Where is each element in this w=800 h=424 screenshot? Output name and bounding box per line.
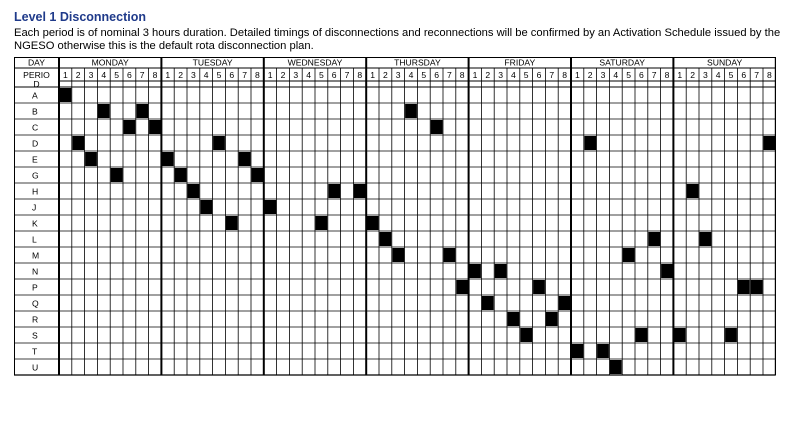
disconnection-cell <box>316 216 328 230</box>
period-number: 3 <box>498 70 503 80</box>
period-number: 4 <box>203 70 209 80</box>
block-label: H <box>32 186 39 197</box>
period-number: 6 <box>536 70 542 80</box>
block-label: E <box>32 154 38 165</box>
day-label: FRIDAY <box>504 57 536 68</box>
period-number: 8 <box>255 70 260 80</box>
period-number: 8 <box>152 70 158 80</box>
period-header: PERIO <box>23 70 50 80</box>
disconnection-cell <box>380 232 392 246</box>
period-number: 7 <box>139 70 145 80</box>
period-number: 4 <box>511 70 516 80</box>
block-label: K <box>32 218 38 229</box>
disconnection-cell <box>213 136 225 150</box>
period-number: 2 <box>383 70 388 80</box>
disconnection-cell <box>764 136 776 150</box>
day-label: THURSDAY <box>394 57 441 68</box>
period-number: 8 <box>562 70 567 80</box>
period-number: 8 <box>767 70 772 80</box>
period-number: 3 <box>600 70 606 80</box>
disconnection-cell <box>392 248 404 262</box>
period-number: 6 <box>741 70 747 80</box>
disconnection-cell <box>674 328 686 342</box>
period-number: 6 <box>127 70 132 80</box>
block-label: R <box>32 314 39 325</box>
disconnection-cell <box>175 168 187 182</box>
disconnection-cell <box>546 312 558 326</box>
disconnection-cell <box>648 232 660 246</box>
block-label: J <box>32 202 37 213</box>
disconnection-cell <box>738 280 750 294</box>
period-number: 5 <box>421 70 427 80</box>
disconnection-cell <box>559 296 571 310</box>
disconnection-cell <box>72 136 84 150</box>
period-number: 7 <box>651 70 657 80</box>
period-number: 4 <box>408 70 414 80</box>
block-label: G <box>32 170 39 181</box>
disconnection-cell <box>456 280 468 294</box>
period-number: 1 <box>575 70 580 80</box>
disconnection-cell <box>572 344 584 358</box>
period-header-wrap: D <box>33 79 40 89</box>
period-number: 7 <box>447 70 452 80</box>
period-number: 1 <box>267 70 273 80</box>
block-label: D <box>32 138 39 149</box>
period-number: 8 <box>357 70 363 80</box>
description-text: Each period is of nominal 3 hours duration. Detailed timings of disconnections and reconnections will be confirmed by an Activation Schedule issued by the NGESO otherwise this is the default rota disconnection plan. <box>14 27 781 52</box>
disconnection-cell <box>508 312 520 326</box>
period-number: 7 <box>549 70 555 80</box>
disconnection-cell <box>597 344 609 358</box>
disconnection-cell <box>469 264 481 278</box>
block-label: U <box>32 362 39 373</box>
period-number: 1 <box>165 70 171 80</box>
disconnection-cell <box>60 88 72 102</box>
block-label: M <box>32 250 40 261</box>
disconnection-cell <box>533 280 545 294</box>
block-label: A <box>32 90 38 101</box>
page-title: Level 1 Disconnection <box>14 10 146 24</box>
period-number: 7 <box>242 70 247 80</box>
disconnection-cell <box>687 184 699 198</box>
block-label: S <box>32 330 38 341</box>
day-label: MONDAY <box>91 57 129 68</box>
disconnection-cell <box>520 328 532 342</box>
period-number: 2 <box>178 70 183 80</box>
disconnection-cell <box>623 248 635 262</box>
disconnection-cell <box>610 360 622 374</box>
block-label: N <box>32 266 39 277</box>
period-number: 2 <box>690 70 695 80</box>
period-number: 4 <box>613 70 619 80</box>
period-number: 5 <box>216 70 222 80</box>
disconnection-cell <box>124 120 136 134</box>
disconnection-cell <box>149 120 161 134</box>
disconnection-cell <box>162 152 174 166</box>
disconnection-cell <box>200 200 212 214</box>
block-label: C <box>32 122 39 133</box>
period-number: 5 <box>728 70 734 80</box>
disconnection-cell <box>405 104 417 118</box>
period-number: 1 <box>370 70 375 80</box>
period-number: 5 <box>114 70 119 80</box>
block-label: B <box>32 106 38 117</box>
disconnection-cell <box>367 216 379 230</box>
disconnection-cell <box>431 120 443 134</box>
day-header: DAY <box>27 57 46 68</box>
period-number: 6 <box>434 70 439 80</box>
period-number: 5 <box>523 70 529 80</box>
period-number: 2 <box>75 70 81 80</box>
disconnection-cell <box>136 104 148 118</box>
rota-disconnection-table <box>14 57 776 391</box>
day-label: TUESDAY <box>192 57 233 68</box>
disconnection-cell <box>239 152 251 166</box>
disconnection-cell <box>226 216 238 230</box>
period-number: 1 <box>63 70 68 80</box>
block-label: T <box>32 346 38 357</box>
period-number: 1 <box>677 70 683 80</box>
disconnection-cell <box>751 280 763 294</box>
period-number: 6 <box>331 70 337 80</box>
disconnection-cell <box>354 184 366 198</box>
disconnection-cell <box>661 264 673 278</box>
period-number: 8 <box>664 70 670 80</box>
period-number: 6 <box>229 70 235 80</box>
day-label: WEDNESDAY <box>287 57 343 68</box>
disconnection-cell <box>188 184 200 198</box>
disconnection-cell <box>444 248 456 262</box>
period-number: 3 <box>191 70 196 80</box>
period-number: 2 <box>485 70 491 80</box>
disconnection-cell <box>725 328 737 342</box>
period-number: 6 <box>639 70 644 80</box>
period-number: 3 <box>703 70 708 80</box>
period-number: 7 <box>344 70 350 80</box>
period-number: 5 <box>626 70 631 80</box>
disconnection-cell <box>264 200 276 214</box>
disconnection-cell <box>328 184 340 198</box>
period-number: 4 <box>101 70 107 80</box>
disconnection-cell <box>700 232 712 246</box>
period-number: 3 <box>88 70 94 80</box>
disconnection-cell <box>584 136 596 150</box>
disconnection-cell <box>98 104 110 118</box>
period-number: 8 <box>459 70 465 80</box>
disconnection-cell <box>495 264 507 278</box>
disconnection-cell <box>636 328 648 342</box>
period-number: 2 <box>280 70 286 80</box>
disconnection-cell <box>482 296 494 310</box>
period-number: 2 <box>587 70 593 80</box>
disconnection-cell <box>85 152 97 166</box>
period-number: 4 <box>715 70 721 80</box>
block-label: P <box>32 282 38 293</box>
period-number: 3 <box>293 70 299 80</box>
block-label: L <box>32 234 37 245</box>
period-number: 4 <box>306 70 311 80</box>
day-label: SUNDAY <box>707 57 743 68</box>
disconnection-cell <box>252 168 264 182</box>
period-number: 3 <box>395 70 401 80</box>
period-number: 7 <box>754 70 759 80</box>
disconnection-cell <box>111 168 123 182</box>
block-label: Q <box>32 298 39 309</box>
period-number: 5 <box>319 70 324 80</box>
period-number: 1 <box>472 70 478 80</box>
day-label: SATURDAY <box>599 57 645 68</box>
